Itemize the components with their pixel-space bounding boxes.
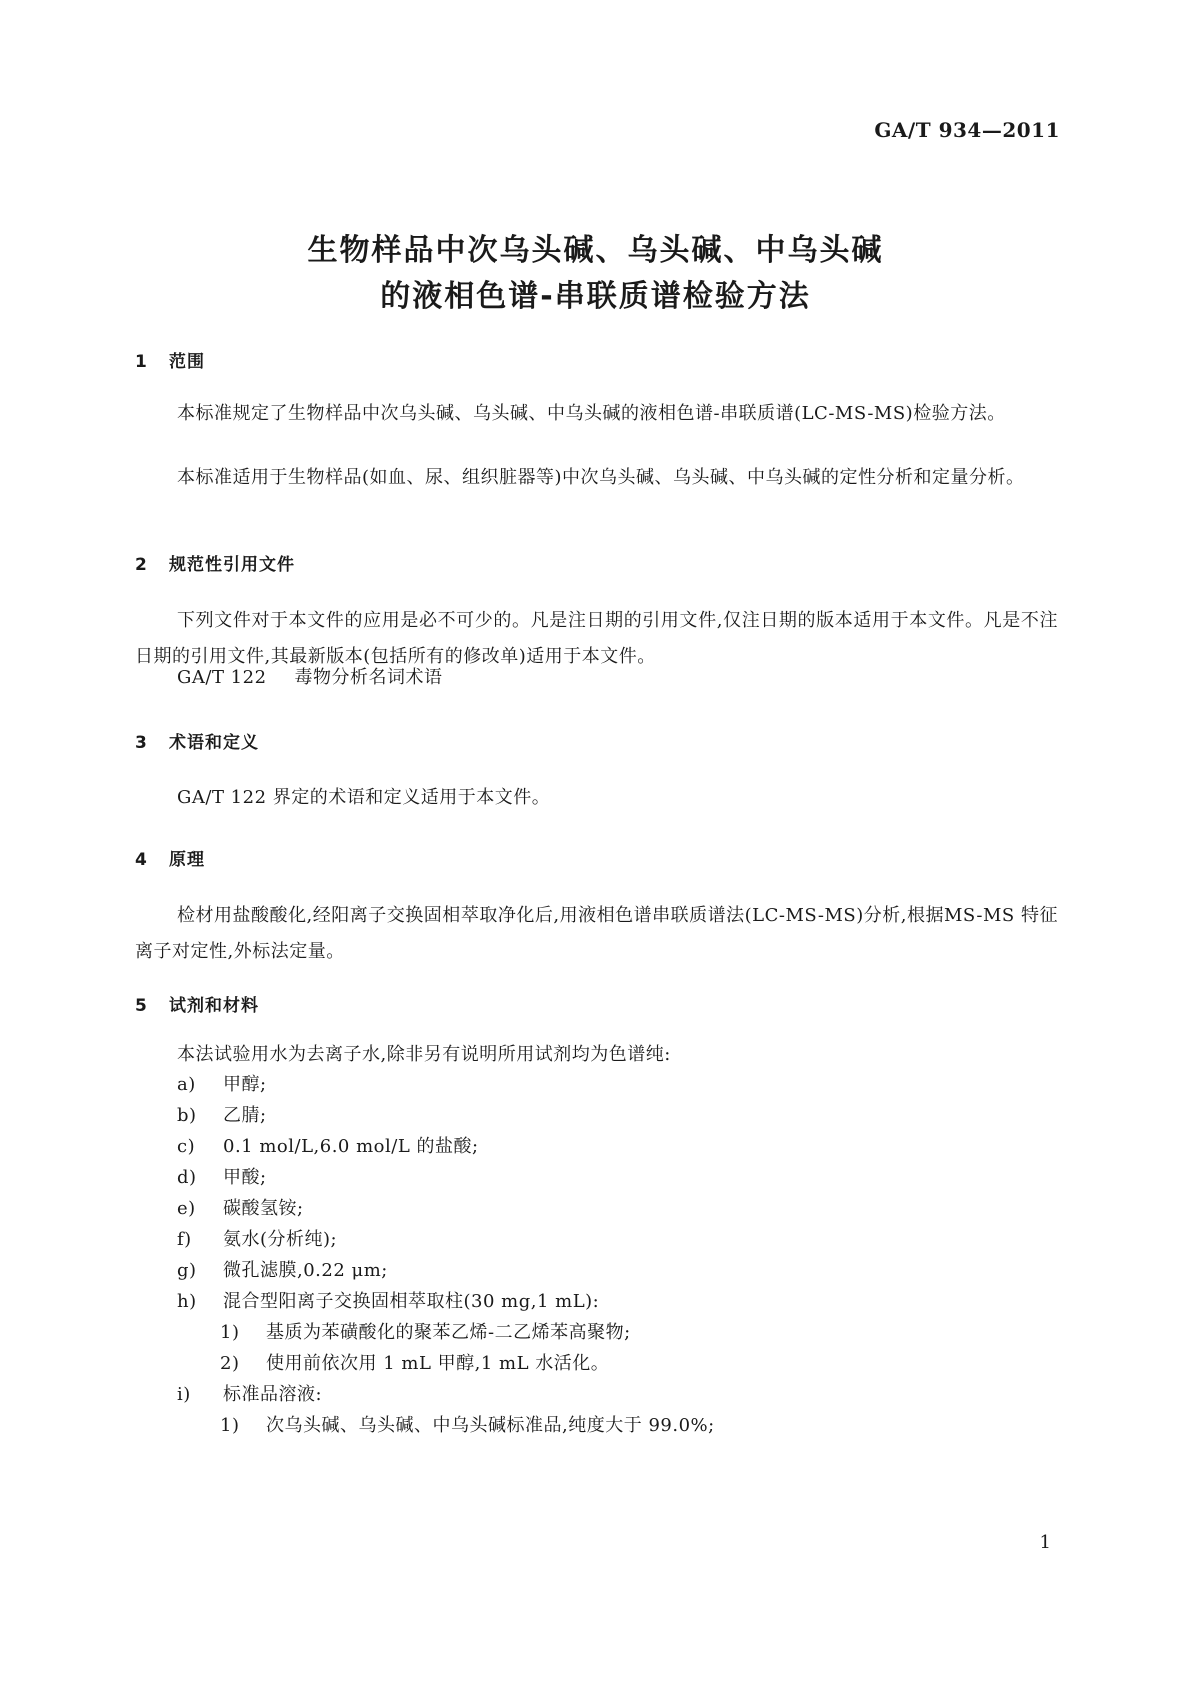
list-text: 次乌头碱、乌头碱、中乌头碱标准品,纯度大于 99.0%; [266, 1415, 715, 1436]
list-text: 甲醇; [223, 1074, 267, 1095]
reference-title: 毒物分析名词术语 [294, 667, 443, 688]
normative-reference [177, 663, 443, 693]
list-text: 碳酸氢铵; [223, 1198, 304, 1219]
list-label: 2) [220, 1353, 240, 1374]
title-line-1: 生物样品中次乌头碱、乌头碱、中乌头碱 [307, 233, 884, 268]
section-number: 4 [135, 850, 148, 870]
list-label: 1) [220, 1415, 240, 1436]
list-item [177, 1194, 304, 1224]
list-text: 使用前依次用 1 mL 甲醇,1 mL 水活化。 [266, 1353, 610, 1374]
document-title [0, 228, 1191, 320]
list-text: 乙腈; [223, 1105, 267, 1126]
section-title: 规范性引用文件 [169, 555, 295, 575]
reference-code: GA/T 122 [177, 667, 267, 688]
list-item [177, 1256, 388, 1286]
paragraph: 本标准规定了生物样品中次乌头碱、乌头碱、中乌头碱的液相色谱-串联质谱(LC-MS-MS)检验方法。 [177, 403, 1006, 424]
list-text: 标准品溶液: [223, 1384, 323, 1405]
section-number: 5 [135, 996, 148, 1016]
list-item [177, 1287, 599, 1317]
list-text: 基质为苯磺酸化的聚苯乙烯-二乙烯苯高聚物; [266, 1322, 631, 1343]
section-number: 3 [135, 733, 148, 753]
sub-list-item [220, 1318, 631, 1348]
paragraph: 检材用盐酸酸化,经阳离子交换固相萃取净化后,用液相色谱串联质谱法(LC-MS-MS)分析,根据MS-MS 特征离子对定性,外标法定量。 [135, 905, 1058, 962]
sub-list-item [220, 1411, 715, 1441]
section-title: 原理 [169, 850, 205, 870]
page-number: 1 [1039, 1532, 1051, 1553]
paragraph: 本标准适用于生物样品(如血、尿、组织脏器等)中次乌头碱、乌头碱、中乌头碱的定性分析和定量分析。 [177, 467, 1025, 488]
list-text: 混合型阳离子交换固相萃取柱(30 mg,1 mL): [223, 1291, 600, 1312]
list-label: 1) [220, 1322, 240, 1343]
paragraph: GA/T 122 界定的术语和定义适用于本文件。 [177, 787, 551, 808]
section-number: 2 [135, 555, 148, 575]
paragraph: 下列文件对于本文件的应用是必不可少的。凡是注日期的引用文件,仅注日期的版本适用于本文件。凡是不注日期的引用文件,其最新版本(包括所有的修改单)适用于本文件。 [135, 610, 1058, 667]
list-text: 氨水(分析纯); [223, 1229, 338, 1250]
section-heading-4 [135, 845, 205, 870]
list-intro: 本法试验用水为去离子水,除非另有说明所用试剂均为色谱纯: [177, 1044, 671, 1065]
list-label: h) [177, 1291, 197, 1312]
list-item [177, 1380, 322, 1410]
list-item [177, 1132, 479, 1162]
list-label: f) [177, 1229, 192, 1250]
sub-list-item [220, 1349, 609, 1379]
list-label: d) [177, 1167, 197, 1188]
list-item [177, 1163, 267, 1193]
section-heading-3 [135, 728, 259, 753]
section-title: 范围 [169, 352, 205, 372]
list-label: c) [177, 1136, 196, 1157]
list-label: b) [177, 1105, 197, 1126]
section-heading-2 [135, 550, 295, 575]
list-label: i) [177, 1384, 191, 1405]
title-line-2: 的液相色谱-串联质谱检验方法 [380, 279, 811, 314]
list-label: e) [177, 1198, 196, 1219]
list-text: 微孔滤膜,0.22 μm; [223, 1260, 388, 1281]
section-title: 术语和定义 [169, 733, 259, 753]
list-item [177, 1070, 267, 1100]
list-text: 0.1 mol/L,6.0 mol/L 的盐酸; [223, 1136, 479, 1157]
section-heading-1 [135, 347, 205, 372]
section-number: 1 [135, 352, 148, 372]
list-text: 甲酸; [223, 1167, 267, 1188]
list-label: a) [177, 1074, 196, 1095]
list-item [177, 1101, 267, 1131]
standard-code: GA/T 934—2011 [874, 118, 1060, 142]
list-label: g) [177, 1260, 197, 1281]
list-item [177, 1225, 337, 1255]
section-heading-5 [135, 991, 259, 1016]
section-title: 试剂和材料 [169, 996, 259, 1016]
